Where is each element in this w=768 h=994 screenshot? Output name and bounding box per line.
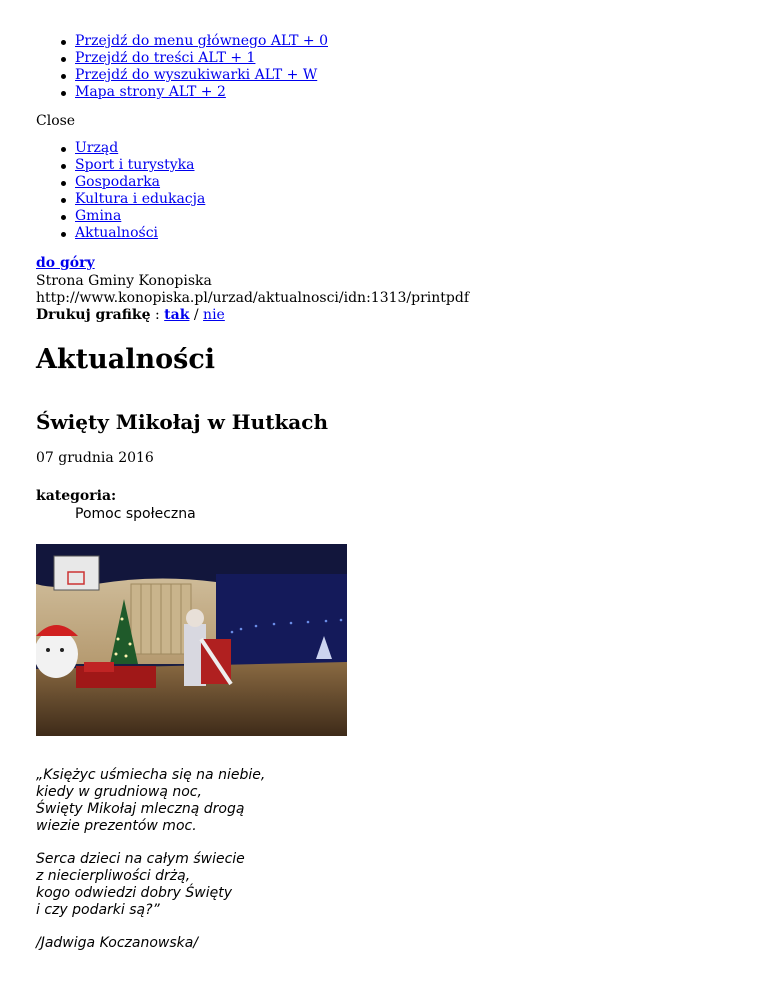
menu-link-kultura[interactable]: Kultura i edukacja (75, 191, 206, 207)
menu-item (75, 157, 205, 174)
poem-line: kogo odwiedzi dobry Święty (36, 885, 232, 901)
menu-link-urzad[interactable]: Urząd (75, 140, 119, 156)
sitemap-link[interactable]: Mapa strony ALT + 2 (75, 84, 226, 100)
skip-link-item (75, 33, 328, 50)
menu-link-aktualnosci[interactable]: Aktualności (75, 225, 159, 241)
poem-line: Święty Mikołaj mleczną drogą (36, 801, 245, 817)
skip-to-main-menu-link[interactable]: Przejdź do menu głównego ALT + 0 (75, 33, 328, 49)
skip-link-item (75, 50, 328, 67)
skip-links-list (0, 33, 328, 101)
category-label: kategoria: (36, 488, 117, 504)
article-title: Święty Mikołaj w Hutkach (36, 410, 328, 434)
print-url: http://www.konopiska.pl/urzad/aktualnosci/idn:1313/printpdf (36, 290, 470, 306)
poem-line: Serca dzieci na całym świecie (36, 851, 245, 867)
print-graphics-toggle (36, 307, 225, 324)
menu-link-gmina[interactable]: Gmina (75, 208, 122, 224)
poem-stanza-1 (36, 767, 265, 835)
skip-link-item (75, 84, 328, 101)
print-graphics-separator: : (155, 307, 160, 323)
print-graphics-yes-link[interactable]: tak (164, 307, 190, 323)
menu-link-sport[interactable]: Sport i turystyka (75, 157, 195, 173)
page-heading: Aktualności (36, 344, 216, 375)
print-graphics-label: Drukuj grafikę (36, 307, 151, 323)
menu-item (75, 191, 205, 208)
poem-line: i czy podarki są?” (36, 902, 160, 918)
menu-link-gospodarka[interactable]: Gospodarka (75, 174, 161, 190)
menu-item (75, 225, 205, 242)
article-date: 07 grudnia 2016 (36, 450, 154, 466)
print-graphics-no-link[interactable]: nie (203, 307, 225, 323)
menu-item (75, 174, 205, 191)
poem-stanza-2 (36, 851, 245, 919)
menu-item (75, 140, 205, 157)
skip-to-search-link[interactable]: Przejdź do wyszukiwarki ALT + W (75, 67, 318, 83)
photo-illustration (36, 544, 347, 736)
category-value: Pomoc społeczna (75, 506, 196, 522)
poem-line: kiedy w grudniową noc, (36, 784, 202, 800)
close-button[interactable]: Close (36, 113, 76, 129)
skip-to-content-link[interactable]: Przejdź do treści ALT + 1 (75, 50, 256, 66)
main-menu (0, 140, 205, 242)
article-photo (36, 544, 347, 736)
poem-line: wiezie prezentów moc. (36, 818, 197, 834)
poem-author: /Jadwiga Koczanowska/ (36, 935, 199, 951)
back-to-top-link[interactable]: do góry (36, 255, 95, 271)
menu-item (75, 208, 205, 225)
site-name: Strona Gminy Konopiska (36, 273, 212, 289)
poem-line: z niecierpliwości drżą, (36, 868, 191, 884)
print-graphics-slash: / (193, 307, 199, 323)
skip-link-item (75, 67, 328, 84)
poem-line: „Księżyc uśmiecha się na niebie, (36, 767, 266, 783)
